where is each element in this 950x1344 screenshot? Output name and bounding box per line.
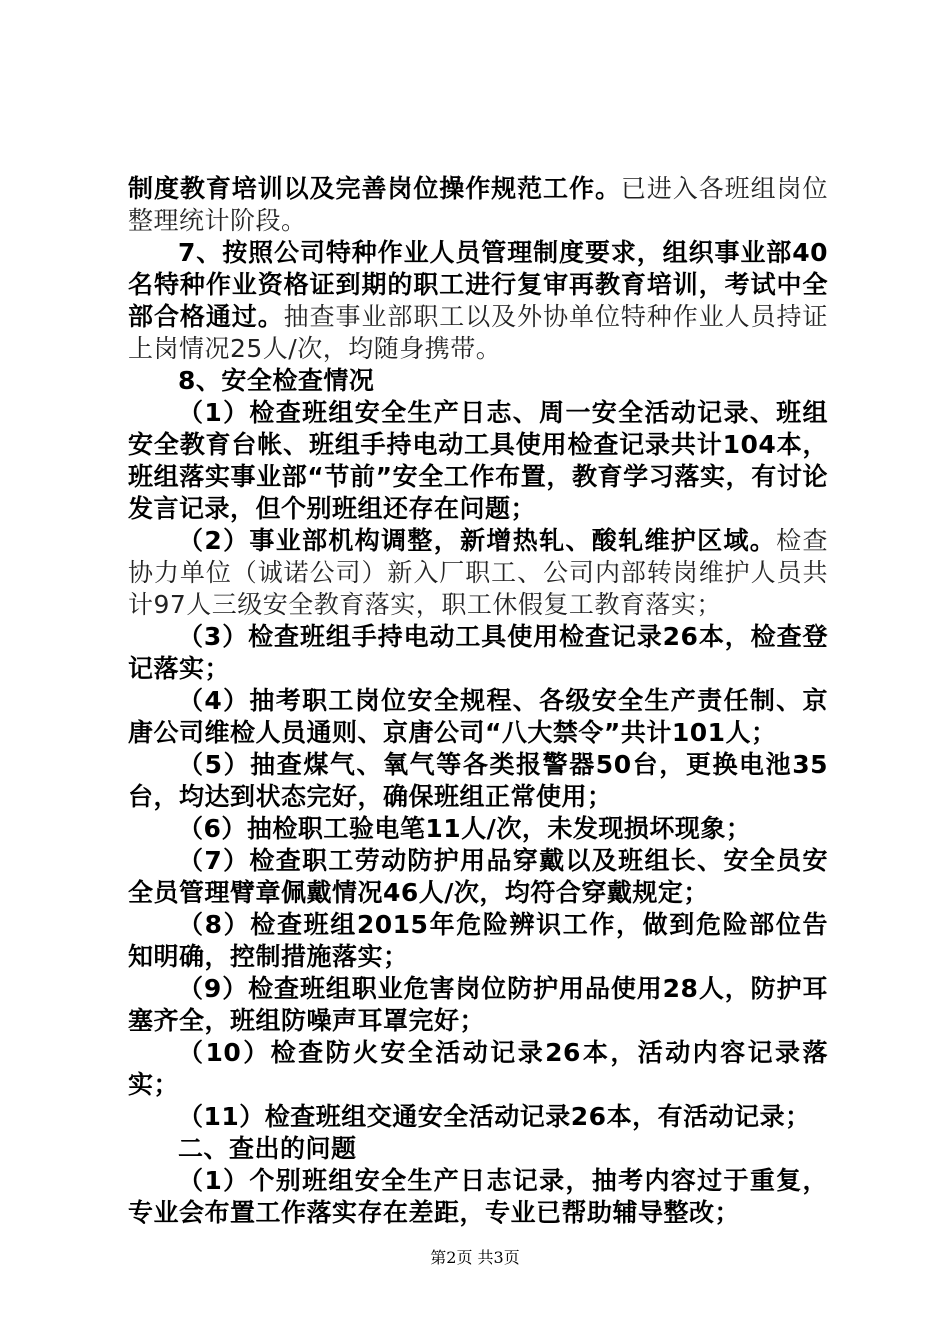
- paragraph-text: （8）检查班组2015年危险辨识工作，做到危险部位告知明确，控制措施落实；: [128, 910, 828, 971]
- paragraph-text: （3）检查班组手持电动工具使用检查记录26本，检查登记落实；: [128, 622, 828, 683]
- paragraph-text: 7、按照公司特种作业人员管理制度要求，组织事业部40名特种作业资格证到期的职工进行复审再教育培训，考试中全部合格通过。: [128, 238, 828, 331]
- paragraph: [128, 973, 828, 1037]
- paragraph: [128, 813, 828, 845]
- paragraph: [128, 525, 828, 621]
- paragraph-text: 二、查出的问题: [178, 1134, 357, 1163]
- paragraph: [128, 685, 828, 749]
- paragraph: [128, 909, 828, 973]
- paragraph-text: （1）个别班组安全生产日志记录，抽考内容过于重复，专业会布置工作落实存在差距，专业已帮助辅导整改；: [128, 1166, 828, 1227]
- section-heading: [128, 1133, 828, 1165]
- document-body: [128, 173, 828, 1229]
- paragraph-text: （9）检查班组职业危害岗位防护用品使用28人，防护耳塞齐全，班组防噪声耳罩完好；: [128, 974, 828, 1035]
- paragraph-text: 8、安全检查情况: [178, 366, 375, 395]
- paragraph-text: （4）抽考职工岗位安全规程、各级安全生产责任制、京唐公司维检人员通则、京唐公司“八大禁令”共计101人；: [128, 686, 828, 747]
- paragraph-text-secondary: 已进入各班组岗位整理统计阶段。: [128, 174, 828, 235]
- paragraph-text: （7）检查职工劳动防护用品穿戴以及班组长、安全员安全员管理臂章佩戴情况46人/次，均符合穿戴规定；: [128, 846, 828, 907]
- paragraph-text: （11）检查班组交通安全活动记录26本，有活动记录；: [178, 1102, 811, 1131]
- paragraph: [128, 397, 828, 525]
- paragraph-text: （2）事业部机构调整，新增热轧、酸轧维护区域。: [178, 526, 777, 555]
- paragraph-text-secondary: 检查协力单位（诚诺公司）新入厂职工、公司内部转岗维护人员共计97人三级安全教育落实，职工休假复工教育落实；: [128, 526, 828, 619]
- paragraph-text: （6）抽检职工验电笔11人/次，未发现损坏现象；: [178, 814, 752, 843]
- paragraph: [128, 173, 828, 237]
- paragraph: [128, 1037, 828, 1101]
- paragraph: [128, 237, 828, 365]
- paragraph-text: 制度教育培训以及完善岗位操作规范工作。: [128, 174, 621, 203]
- paragraph: [128, 1165, 828, 1229]
- paragraph: [128, 845, 828, 909]
- paragraph-text: （5）抽查煤气、氧气等各类报警器50台，更换电池35台，均达到状态完好，确保班组正常使用；: [128, 750, 828, 811]
- paragraph: [128, 749, 828, 813]
- page-footer: [0, 1245, 950, 1268]
- paragraph-text-secondary: 抽查事业部职工以及外协单位特种作业人员持证上岗情况25人/次，均随身携带。: [128, 302, 828, 363]
- paragraph: [128, 1101, 828, 1133]
- paragraph-text: （1）检查班组安全生产日志、周一安全活动记录、班组安全教育台帐、班组手持电动工具使用检查记录共计104本，班组落实事业部“节前”安全工作布置，教育学习落实，有讨论发言记录，但个别班组还存在问题；: [128, 398, 828, 523]
- page-number: 第2页 共3页: [430, 1248, 520, 1267]
- paragraph-text: （10）检查防火安全活动记录26本，活动内容记录落实；: [128, 1038, 828, 1099]
- paragraph: [128, 621, 828, 685]
- section-heading: [128, 365, 828, 397]
